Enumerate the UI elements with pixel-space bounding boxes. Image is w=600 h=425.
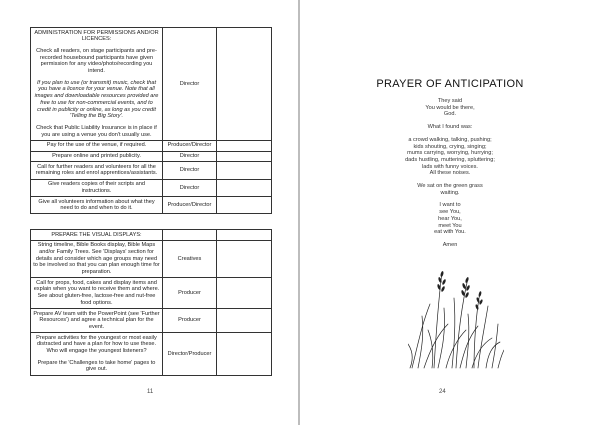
- task-cell: [31, 278, 163, 309]
- blank-cell: [217, 140, 272, 151]
- prayer-line: Amen: [442, 241, 458, 248]
- blank-cell: [217, 28, 272, 141]
- responsible-cell: Director: [163, 28, 217, 141]
- blank-cell: [217, 240, 272, 278]
- task-cell: [31, 240, 163, 278]
- prayer-stanza: [360, 124, 540, 131]
- prayer: [360, 78, 540, 255]
- prayer-line: What I found was:: [427, 124, 473, 131]
- prayer-line: waiting.: [440, 189, 460, 196]
- grass-wheat-drawing: [408, 264, 504, 370]
- task-cell: [31, 333, 163, 376]
- blank-cell: [217, 309, 272, 333]
- blank-cell: [217, 197, 272, 214]
- task-cell: [31, 140, 163, 151]
- prayer-stanza: [360, 242, 540, 249]
- blank-cell: [217, 162, 272, 179]
- prayer-line: a crowd walking, talking, pushing;: [408, 136, 492, 143]
- task-cell: [31, 151, 163, 162]
- task-text: Prepare AV team with the PowerPoint (see 'Further Resources') and agree a technical plan for the event.: [33, 310, 160, 330]
- table-row: [31, 333, 272, 376]
- prayer-stanza: [360, 98, 540, 118]
- table-row: [31, 230, 272, 241]
- blank-cell: [217, 230, 272, 241]
- table-row: [31, 309, 272, 333]
- table-row: [31, 278, 272, 309]
- prayer-line: lads with funny voices.: [422, 163, 478, 170]
- prayer-stanza: [360, 183, 540, 196]
- prayer-line: I want to: [439, 202, 461, 209]
- table-row: [31, 179, 272, 196]
- prayer-title: PRAYER OF ANTICIPATION: [376, 78, 524, 90]
- prayer-stanza: [360, 202, 540, 236]
- task-cell: [31, 28, 163, 141]
- page-number-right: 24: [439, 389, 446, 395]
- responsible-cell: Creatives: [163, 240, 217, 278]
- blank-cell: [217, 333, 272, 376]
- prayer-line: eat with You.: [434, 229, 466, 236]
- prayer-stanza: [360, 137, 540, 177]
- task-text: Give readers copies of their scripts and instructions.: [47, 181, 145, 194]
- table-row: [31, 140, 272, 151]
- table-row: [31, 151, 272, 162]
- visual-displays-task-table: [30, 229, 272, 376]
- task-text: Prepare the 'Challenges to take home' pages to give out.: [37, 359, 156, 373]
- blank-cell: [217, 179, 272, 196]
- prayer-line: You would be there,: [425, 104, 475, 111]
- task-text: String timeline, Bible Books display, Bible Maps and/or Family Trees. See 'Displays' section for details and consider which age groups may need to be involved so that you can plan enough time for preparation.: [33, 242, 160, 276]
- task-cell: [31, 162, 163, 179]
- responsible-cell: Producer/Director: [163, 197, 217, 214]
- responsible-cell: Producer: [163, 278, 217, 309]
- task-text: PREPARE THE VISUAL DISPLAYS:: [51, 231, 142, 238]
- prayer-line: hear You,: [438, 215, 462, 222]
- task-text: Check that Public Liability Insurance is in place if you are using a venue you don't usually use.: [36, 124, 157, 138]
- prayer-body: [360, 98, 540, 249]
- task-cell: [31, 197, 163, 214]
- table-row: [31, 197, 272, 214]
- left-page: [0, 0, 298, 425]
- prayer-line: dads hustling, muttering, spluttering;: [405, 156, 495, 163]
- task-text: Prepare activities for the youngest or most easily distracted and have a plan for how to use these. Who will engage the youngest listeners?: [36, 334, 157, 355]
- prayer-line: see You,: [439, 209, 461, 216]
- responsible-cell: [163, 230, 217, 241]
- task-text: Call for further readers and volunteers for all the remaining roles and enrol apprentices/assistants.: [35, 163, 158, 177]
- responsible-cell: Director/Producer: [163, 333, 217, 376]
- task-text: Call for props, food, cakes and display items and explain when you want to receive them and where. See about gluten-free, lactose-free and nut-free food options.: [33, 279, 160, 306]
- blank-cell: [217, 278, 272, 309]
- right-page: [300, 0, 600, 425]
- task-text: Check all readers, on stage participants and pre-recorded housebound participants have given permission for any video/photo/recording you intend.: [36, 47, 157, 75]
- task-text: ADMINISTRATION FOR PERMISSIONS AND/OR LICENCES:: [34, 29, 159, 43]
- responsible-cell: Producer/Director: [163, 140, 217, 151]
- admin-task-table: [30, 27, 272, 214]
- prayer-line: kids shouting, crying, singing;: [413, 143, 487, 150]
- task-text: Prepare online and printed publicity.: [52, 153, 141, 160]
- task-text: Pay for the use of the venue, if required.: [46, 142, 147, 149]
- task-text: If you plan to use (or transmit) music, check that you have a licence for your venue. Note that all images and downloadable resources provided are free to use for non-commercial events, and to credit in publicity or online, as long as you credit 'Telling the Big Story'.: [34, 79, 159, 120]
- prayer-line: We sat on the green grass: [417, 183, 483, 190]
- table-row: [31, 240, 272, 278]
- task-cell: [31, 179, 163, 196]
- prayer-line: meet You: [438, 222, 462, 229]
- blank-cell: [217, 151, 272, 162]
- task-text: Give all volunteers information about what they need to do and when to do it.: [38, 198, 155, 212]
- task-cell: [31, 309, 163, 333]
- responsible-cell: Director: [163, 179, 217, 196]
- prayer-line: They said: [437, 98, 463, 104]
- prayer-line: God.: [443, 111, 457, 118]
- responsible-cell: Director: [163, 151, 217, 162]
- responsible-cell: Director: [163, 162, 217, 179]
- prayer-line: mums carrying, worrying, hurrying;: [407, 150, 493, 157]
- prayer-line: All these noises.: [429, 170, 471, 177]
- table-row: [31, 28, 272, 141]
- page-number-left: 11: [147, 389, 154, 395]
- table-row: [31, 162, 272, 179]
- responsible-cell: Producer: [163, 309, 217, 333]
- task-cell: [31, 230, 163, 241]
